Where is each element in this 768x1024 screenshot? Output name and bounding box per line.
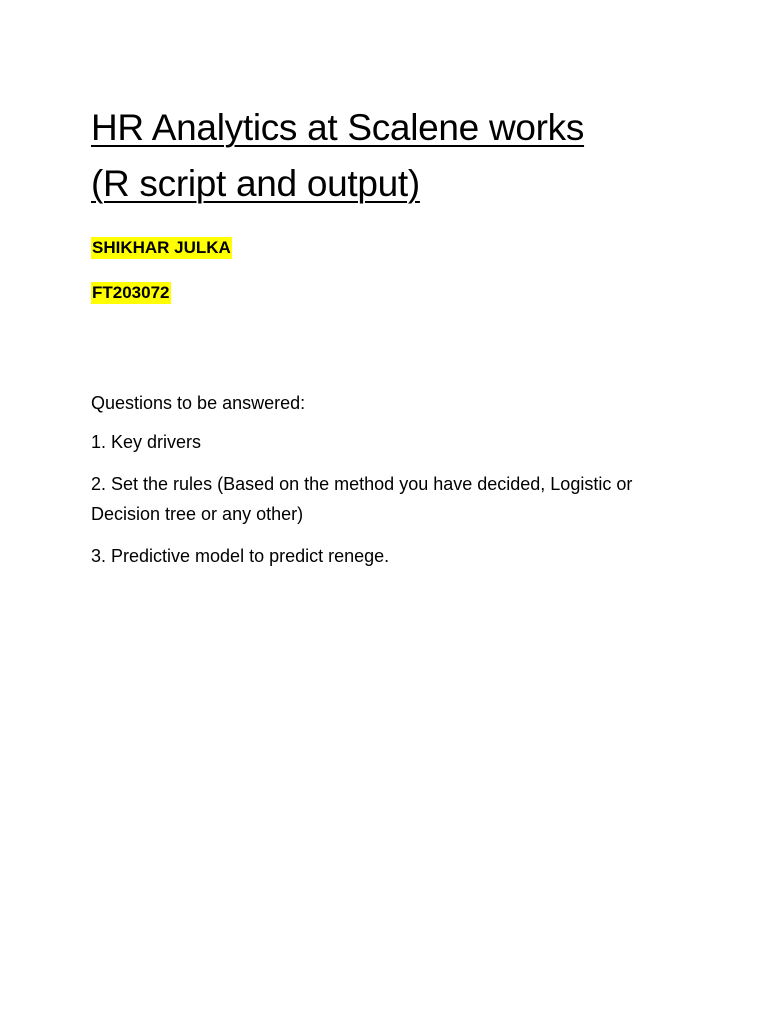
question-1: 1. Key drivers xyxy=(91,432,202,452)
question-3: 3. Predictive model to predict renege. xyxy=(91,546,390,566)
student-id: FT203072 xyxy=(92,283,170,302)
student-id-line xyxy=(91,282,171,304)
question-2: 2. Set the rules (Based on the method you have decided, Logistic or Decision tree or any other) xyxy=(91,474,633,524)
author-line xyxy=(91,237,232,259)
title-line-1: HR Analytics at Scalene works xyxy=(91,107,585,148)
author-name: SHIKHAR JULKA xyxy=(92,238,231,257)
questions-intro: Questions to be answered: xyxy=(91,393,306,413)
document-title xyxy=(91,100,731,212)
title-line-2: (R script and output) xyxy=(91,163,420,204)
